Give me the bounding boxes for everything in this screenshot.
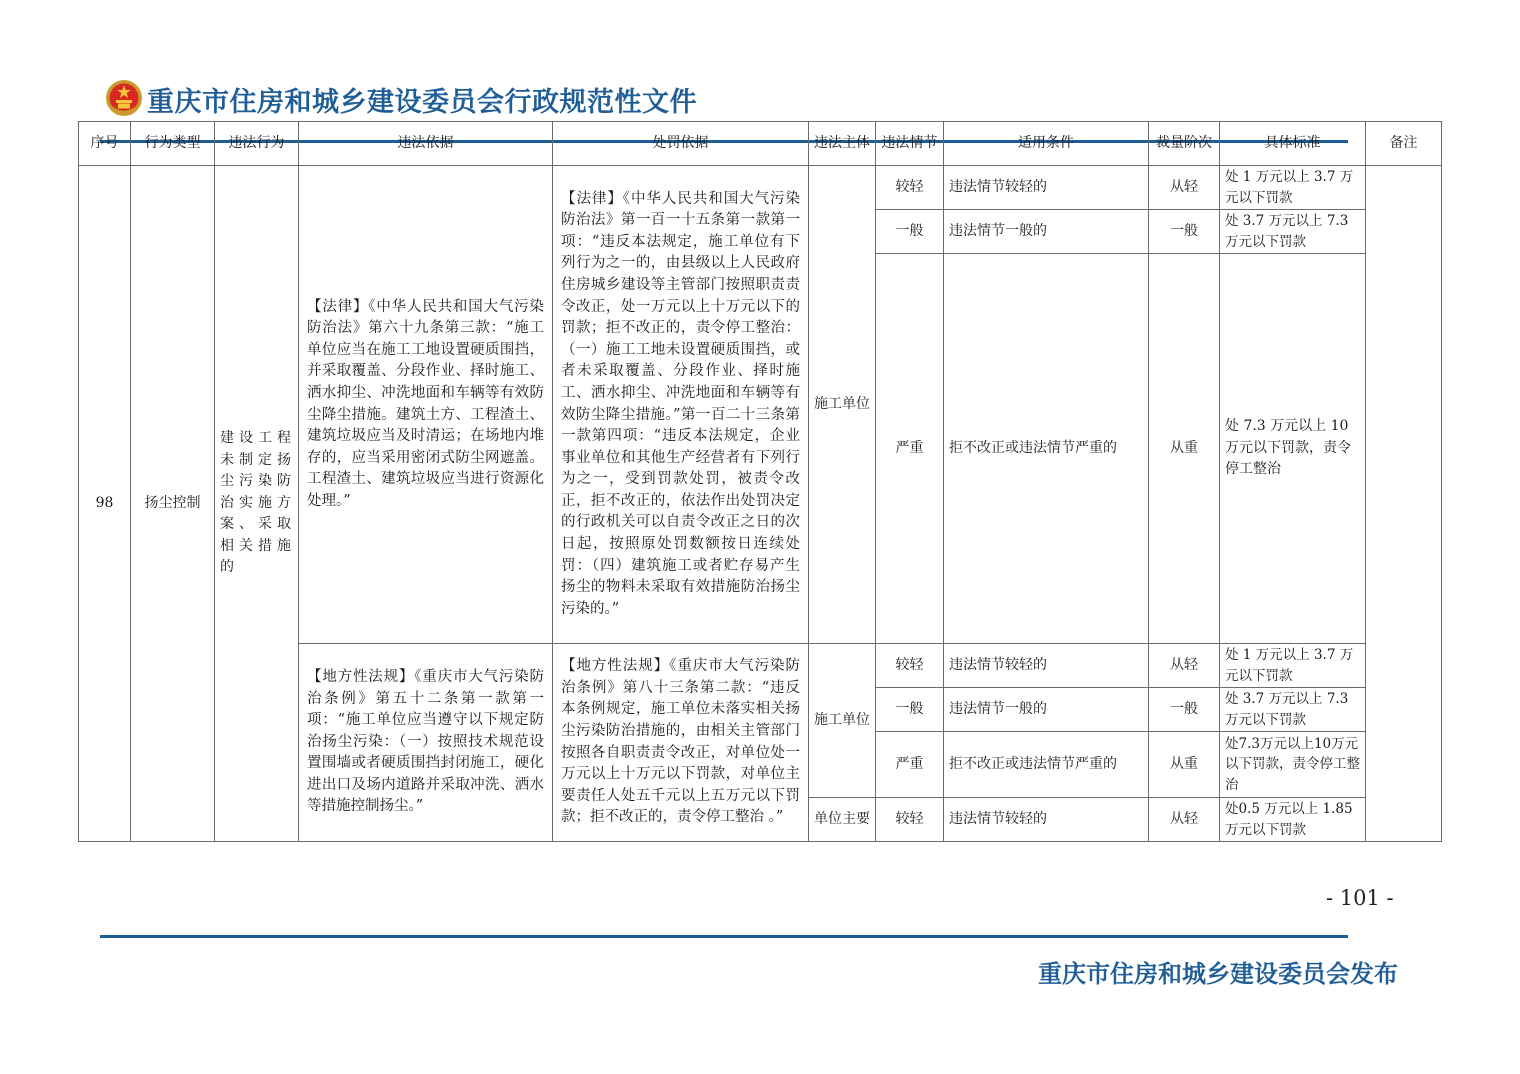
header-seq: 序号 <box>79 122 131 166</box>
cell-circumstance: 严重 <box>876 732 944 798</box>
cell-subject: 施工单位 <box>809 644 876 798</box>
cell-level: 从轻 <box>1149 166 1220 210</box>
cell-standard: 处 1 万元以上 3.7 万元以下罚款 <box>1220 644 1366 688</box>
header-violation: 违法行为 <box>215 122 299 166</box>
cell-violation-basis-local: 【地方性法规】《重庆市大气污染防治条例》第五十二条第一款第一项：“施工单位应当遵守以下规定防治扬尘污染：（一）按照技术规范设置围墙或者硬质围挡封闭施工，硬化进出口及场内道路并采取冲洗、洒水等措施控制扬尘。” <box>299 644 553 842</box>
cell-subject: 施工单位 <box>809 166 876 644</box>
document-header-title: 重庆市住房和城乡建设委员会行政规范性文件 <box>147 87 697 118</box>
cell-level: 从重 <box>1149 732 1220 798</box>
cell-circumstance: 较轻 <box>876 798 944 842</box>
page-number: - 101 - <box>1326 886 1394 910</box>
header-condition: 适用条件 <box>944 122 1149 166</box>
header-violation-basis: 违法依据 <box>299 122 553 166</box>
cell-violation-basis-law: 【法律】《中华人民共和国大气污染防治法》第六十九条第三款：“施工单位应当在施工工地设置硬质围挡，并采取覆盖、分段作业、择时施工、洒水抑尘、冲洗地面和车辆等有效防尘降尘措施。建筑土方、工程渣土、建筑垃圾应当及时清运；在场地内堆存的，应当采用密闭式防尘网遮盖。工程渣土、建筑垃圾应当进行资源化处理。” <box>299 166 553 644</box>
cell-circumstance: 一般 <box>876 688 944 732</box>
cell-level: 从重 <box>1149 254 1220 644</box>
cell-penalty-basis-local: 【地方性法规】《重庆市大气污染防治条例》第八十三条第二款：“违反本条例规定，施工单位未落实相关扬尘污染防治措施的，由相关主管部门按照各自职责责令改正，对单位处一万元以上十万元以下罚款，对单位主要责任人处五千元以上五万元以下罚款；拒不改正的，责令停工整治 。” <box>553 644 809 842</box>
cell-behavior-type: 扬尘控制 <box>131 166 215 842</box>
header-standard: 具体标准 <box>1220 122 1366 166</box>
cell-standard: 处 1 万元以上 3.7 万元以下罚款 <box>1220 166 1366 210</box>
cell-level: 一般 <box>1149 688 1220 732</box>
cell-condition: 违法情节一般的 <box>944 210 1149 254</box>
cell-circumstance: 严重 <box>876 254 944 644</box>
cell-standard: 处7.3万元以上10万元以下罚款，责令停工整治 <box>1220 732 1366 798</box>
cell-standard: 处 3.7 万元以上 7.3 万元以下罚款 <box>1220 688 1366 732</box>
cell-circumstance: 较轻 <box>876 166 944 210</box>
footer-divider <box>100 935 1348 938</box>
header-level: 裁量阶次 <box>1149 122 1220 166</box>
cell-violation: 建设工程未制定扬尘污染防治实施方案、采取相关措施的 <box>215 166 299 842</box>
header-penalty-basis: 处罚依据 <box>553 122 809 166</box>
table-row <box>79 166 1442 210</box>
national-emblem-icon <box>104 78 144 118</box>
cell-condition: 违法情节较轻的 <box>944 166 1149 210</box>
cell-seq: 98 <box>79 166 131 842</box>
cell-level: 一般 <box>1149 210 1220 254</box>
cell-condition: 违法情节较轻的 <box>944 798 1149 842</box>
cell-standard: 处 7.3 万元以上 10 万元以下罚款，责令停工整治 <box>1220 254 1366 644</box>
header-circumstance: 违法情节 <box>876 122 944 166</box>
header-behavior-type: 行为类型 <box>131 122 215 166</box>
header-remark: 备注 <box>1366 122 1442 166</box>
penalty-standard-table <box>78 121 1442 842</box>
cell-standard: 处0.5 万元以上 1.85 万元以下罚款 <box>1220 798 1366 842</box>
cell-condition: 违法情节一般的 <box>944 688 1149 732</box>
cell-remark <box>1366 166 1442 842</box>
table-header-row <box>79 122 1442 166</box>
cell-circumstance: 较轻 <box>876 644 944 688</box>
cell-subject-secondary: 单位主要 <box>809 798 876 842</box>
cell-condition: 违法情节较轻的 <box>944 644 1149 688</box>
cell-penalty-basis-law: 【法律】《中华人民共和国大气污染防治法》第一百一十五条第一款第一项：“违反本法规定，施工单位有下列行为之一的，由县级以上人民政府住房城乡建设等主管部门按照职责责令改正，处一万元以上十万元以下的罚款；拒不改正的，责令停工整治：（一）施工工地未设置硬质围挡，或者未采取覆盖、分段作业、择时施工、洒水抑尘、冲洗地面和车辆等有效防尘降尘措施。”第一百二十三条第一款第四项：“违反本法规定，企业事业单位和其他生产经营者有下列行为之一，受到罚款处罚，被责令改正，拒不改正的，依法作出处罚决定的行政机关可以自责令改正之日的次日起，按照原处罚数额按日连续处罚：（四）建筑施工或者贮存易产生扬尘的物料未采取有效措施防治扬尘污染的。” <box>553 166 809 644</box>
cell-level: 从轻 <box>1149 798 1220 842</box>
footer-publisher: 重庆市住房和城乡建设委员会发布 <box>1038 960 1398 988</box>
cell-circumstance: 一般 <box>876 210 944 254</box>
cell-standard: 处 3.7 万元以上 7.3 万元以下罚款 <box>1220 210 1366 254</box>
cell-condition: 拒不改正或违法情节严重的 <box>944 732 1149 798</box>
cell-condition: 拒不改正或违法情节严重的 <box>944 254 1149 644</box>
header-subject: 违法主体 <box>809 122 876 166</box>
cell-level: 从轻 <box>1149 644 1220 688</box>
